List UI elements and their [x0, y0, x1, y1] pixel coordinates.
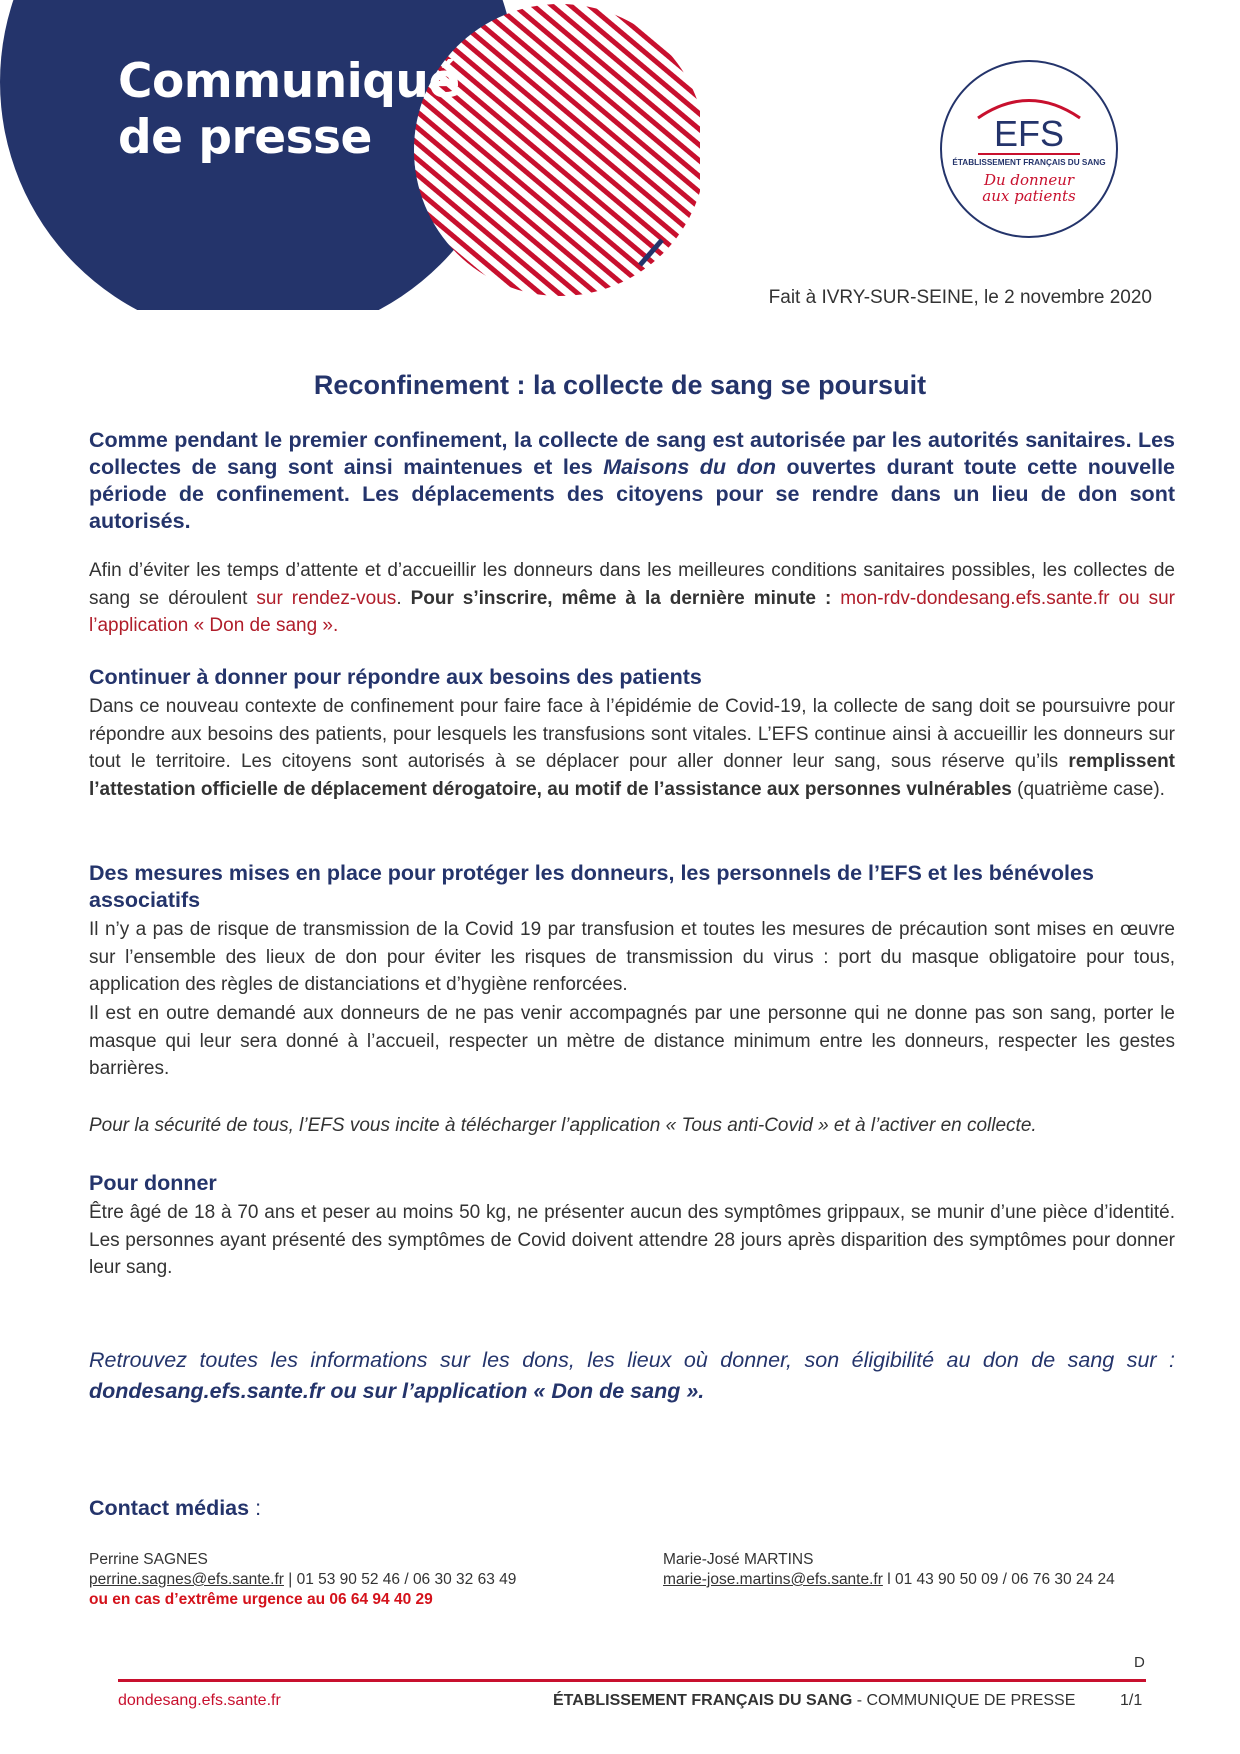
section1-text3: ). — [1153, 778, 1165, 800]
section2-paragraph2: Il est en outre demandé aux donneurs de ne pas venir accompagnés par une personne qui ne donne pas son sang, porter le masque qui leur sera donné à l’accueil, respecter un mètre de distance minimum entre les donneurs, respecter les gestes barrières. — [89, 1003, 1175, 1079]
contact-right — [663, 1550, 1115, 1590]
section1-text2: (quatrième case — [1011, 778, 1154, 800]
contact-left-email[interactable]: perrine.sagnes@efs.sante.fr — [89, 1571, 284, 1588]
section2-paragraph1: Il n’y a pas de risque de transmission de la Covid 19 par transfusion et toutes les mesures de précaution sont mises en œuvre sur l’ensemble des lieux de don pour éviter les risques de transmission du virus : port du masque obligatoire pour tous, application des règles de distanciations et d’hygiène renforcées. — [89, 919, 1175, 995]
logo-tagline-line1: Du donneur — [983, 171, 1075, 189]
lead-part2: ouvertes durant toute cette nouvelle période de confinement. Les déplacements des citoyens pour se rendre dans un lieu de don sont autorisés. — [89, 455, 1176, 533]
footer-code: D — [1134, 1654, 1145, 1671]
intro-text2: . — [396, 587, 411, 609]
footer-website[interactable]: dondesang.efs.sante.fr — [118, 1692, 281, 1709]
booking-link[interactable]: mon-rdv-dondesang.efs.sante.fr ou sur l’application « Don de sang ». — [89, 587, 1176, 636]
contact-right-name: Marie-José MARTINS — [663, 1551, 814, 1568]
logo-name: EFS — [993, 113, 1065, 154]
closing-paragraph — [89, 1345, 1175, 1407]
contact-left-urgent: ou en cas d’extrême urgence au 06 64 94 40 29 — [89, 1591, 433, 1608]
header-title-line2: de presse — [118, 110, 372, 165]
headline: Reconfinement : la collecte de sang se poursuit — [313, 370, 927, 400]
contact-title-text: Contact médias — [89, 1496, 250, 1520]
section1-paragraph — [89, 693, 1175, 803]
header-title-line1: Communiqué — [118, 54, 460, 109]
logo-tagline-line2: aux patients — [982, 187, 1076, 205]
contact-right-phones: l 01 43 90 50 09 / 06 76 30 24 24 — [882, 1571, 1115, 1588]
closing-text: Retrouvez toutes les informations sur les dons, les lieux où donner, son éligibilité au don de sang sur : — [89, 1348, 1175, 1372]
footer-divider — [118, 1679, 1146, 1682]
contact-left-phones: | 01 53 90 52 46 / 06 30 32 63 49 — [283, 1571, 517, 1588]
header-title — [118, 54, 460, 166]
contact-title-suffix: : — [249, 1496, 262, 1520]
footer-page-number: 1/1 — [1120, 1692, 1143, 1709]
date-line: Fait à IVRY-SUR-SEINE, le 2 novembre 2020 — [768, 287, 1152, 308]
contact-left — [89, 1550, 516, 1610]
contact-title — [89, 1496, 261, 1521]
intro-text1: Afin d’éviter les temps d’attente et d’accueillir les donneurs dans les meilleures conditions sanitaires possibles, les collectes de sang se déroulent — [89, 560, 1175, 609]
section2-note: Pour la sécurité de tous, l’EFS vous incite à télécharger l’application « Tous anti-Covid » et à l’activer en collecte. — [89, 1115, 1037, 1136]
rendez-vous-link[interactable]: sur rendez-vous — [256, 587, 397, 609]
footer-org-suffix: - COMMUNIQUE DE PRESSE — [852, 1692, 1076, 1709]
section1-title: Continuer à donner pour répondre aux besoins des patients — [89, 665, 702, 689]
section2-title: Des mesures mises en place pour protéger les donneurs, les personnels de l’EFS et les bénévoles associatifs — [89, 861, 1094, 912]
intro-bold: Pour s’inscrire, même à la dernière minute : — [410, 587, 832, 609]
efs-logo — [938, 58, 1120, 240]
lead-italic: Maisons du don — [603, 455, 776, 479]
section3-paragraph: Être âgé de 18 à 70 ans et peser au moins 50 kg, ne présenter aucun des symptômes grippaux, se munir d’une pièce d’identité. Les personnes ayant présenté des symptômes de Covid doivent attendre 28 jours après disparition des symptômes pour donner leur sang. — [89, 1202, 1175, 1278]
logo-subtitle: ÉTABLISSEMENT FRANÇAIS DU SANG — [952, 158, 1106, 167]
section1-bold: remplissent l’attestation officielle de déplacement dérogatoire, au motif de l’assistance aux personnes vulnérables — [89, 751, 1175, 800]
closing-link[interactable]: dondesang.efs.sante.fr ou sur l’application « Don de sang ». — [89, 1379, 705, 1403]
section1-text1: Dans ce nouveau contexte de confinement pour faire face à l’épidémie de Covid-19, la collecte de sang doit se poursuivre pour répondre aux besoins des patients, pour lesquels les transfusions sont vitales. L’EFS continue ainsi à accueillir les donneurs sur tout le territoire. Les citoyens sont autorisés à se déplacer pour aller donner leur sang, sous réserve qu’ils — [89, 696, 1175, 772]
lead-paragraph — [89, 427, 1175, 535]
efs-logo-emblem — [938, 58, 1120, 240]
footer-org-bold: ÉTABLISSEMENT FRANÇAIS DU SANG — [553, 1692, 853, 1709]
contact-right-email[interactable]: marie-jose.martins@efs.sante.fr — [663, 1571, 883, 1588]
footer-organization — [553, 1692, 1075, 1710]
contact-left-name: Perrine SAGNES — [89, 1551, 208, 1568]
lead-part1: Comme pendant le premier confinement, la collecte de sang est autorisée par les autorités sanitaires. Les collectes de sang sont ainsi maintenues et les — [89, 428, 1175, 479]
section3-title: Pour donner — [89, 1171, 217, 1195]
intro-paragraph — [89, 557, 1175, 640]
